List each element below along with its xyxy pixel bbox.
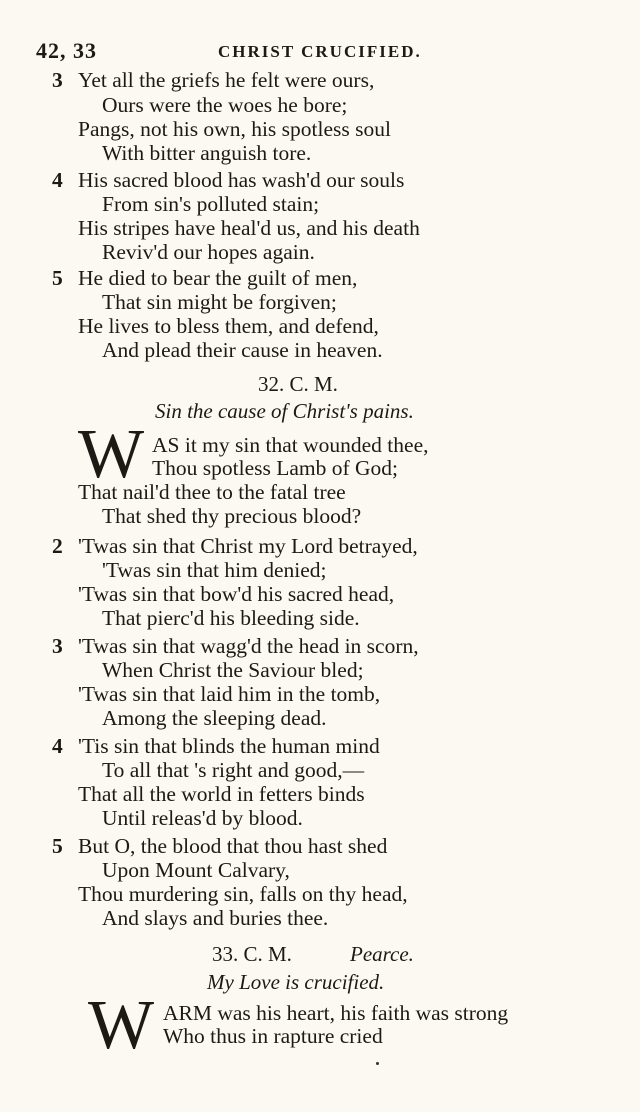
- verse-line: Who thus in rapture cried: [163, 1024, 383, 1048]
- verse-line: Ours were the woes he bore;: [102, 93, 348, 117]
- verse-line: His sacred blood has wash'd our souls: [78, 168, 405, 192]
- verse-line: AS it my sin that wounded thee,: [152, 433, 429, 457]
- verse-number: 2: [52, 534, 63, 558]
- verse-line: Among the sleeping dead.: [102, 706, 327, 730]
- verse-line: That pierc'd his bleeding side.: [102, 606, 360, 630]
- hymn-subtitle: Sin the cause of Christ's pains.: [155, 399, 414, 423]
- hymn-author: Pearce.: [350, 942, 414, 966]
- verse-line: That shed thy precious blood?: [102, 504, 362, 528]
- verse-number: 5: [52, 834, 63, 858]
- verse-line: From sin's polluted stain;: [102, 192, 320, 216]
- verse-number: 3: [52, 68, 63, 92]
- verse-line: With bitter anguish tore.: [102, 141, 312, 165]
- verse-line: That all the world in fetters binds: [78, 782, 365, 806]
- verse-line: 'Twas sin that wagg'd the head in scorn,: [78, 634, 419, 658]
- hymn-heading: 32. C. M.: [258, 372, 338, 396]
- verse-line: 'Twas sin that bow'd his sacred head,: [78, 582, 395, 606]
- verse-line: Yet all the griefs he felt were ours,: [78, 68, 375, 92]
- verse-line: He lives to bless them, and defend,: [78, 314, 379, 338]
- verse-line: When Christ the Saviour bled;: [102, 658, 364, 682]
- verse-line: Thou murdering sin, falls on thy head,: [78, 882, 408, 906]
- verse-line: 'Twas sin that laid him in the tomb,: [78, 682, 381, 706]
- verse-line: Thou spotless Lamb of God;: [152, 456, 399, 480]
- ink-speck: [376, 1062, 379, 1065]
- verse-line: That nail'd thee to the fatal tree: [78, 480, 346, 504]
- drop-cap: W: [78, 416, 145, 493]
- verse-line: And plead their cause in heaven.: [102, 338, 383, 362]
- verse-line: To all that 's right and good,—: [102, 758, 365, 782]
- hymn-subtitle: My Love is crucified.: [207, 970, 385, 994]
- verse-line: He died to bear the guilt of men,: [78, 266, 358, 290]
- verse-line: 'Twas sin that him denied;: [102, 558, 327, 582]
- verse-line: Reviv'd our hopes again.: [102, 240, 315, 264]
- hymn-heading: 33. C. M.: [212, 942, 292, 966]
- verse-number: 5: [52, 266, 63, 290]
- page-number: 42, 33: [36, 38, 97, 63]
- running-title: CHRIST CRUCIFIED.: [218, 42, 422, 61]
- verse-number: 4: [52, 734, 63, 758]
- verse-line: That sin might be forgiven;: [102, 290, 337, 314]
- verse-line: But O, the blood that thou hast shed: [78, 834, 388, 858]
- verse-line: Until releas'd by blood.: [102, 806, 303, 830]
- verse-line: Pangs, not his own, his spotless soul: [78, 117, 391, 141]
- drop-cap: W: [88, 987, 155, 1064]
- verse-line: 'Twas sin that Christ my Lord betrayed,: [78, 534, 418, 558]
- verse-number: 4: [52, 168, 63, 192]
- verse-line: 'Tis sin that blinds the human mind: [78, 734, 380, 758]
- verse-number: 3: [52, 634, 63, 658]
- verse-line: ARM was his heart, his faith was strong: [163, 1001, 509, 1025]
- verse-line: His stripes have heal'd us, and his death: [78, 216, 420, 240]
- verse-line: Upon Mount Calvary,: [102, 858, 290, 882]
- verse-line: And slays and buries thee.: [102, 906, 329, 930]
